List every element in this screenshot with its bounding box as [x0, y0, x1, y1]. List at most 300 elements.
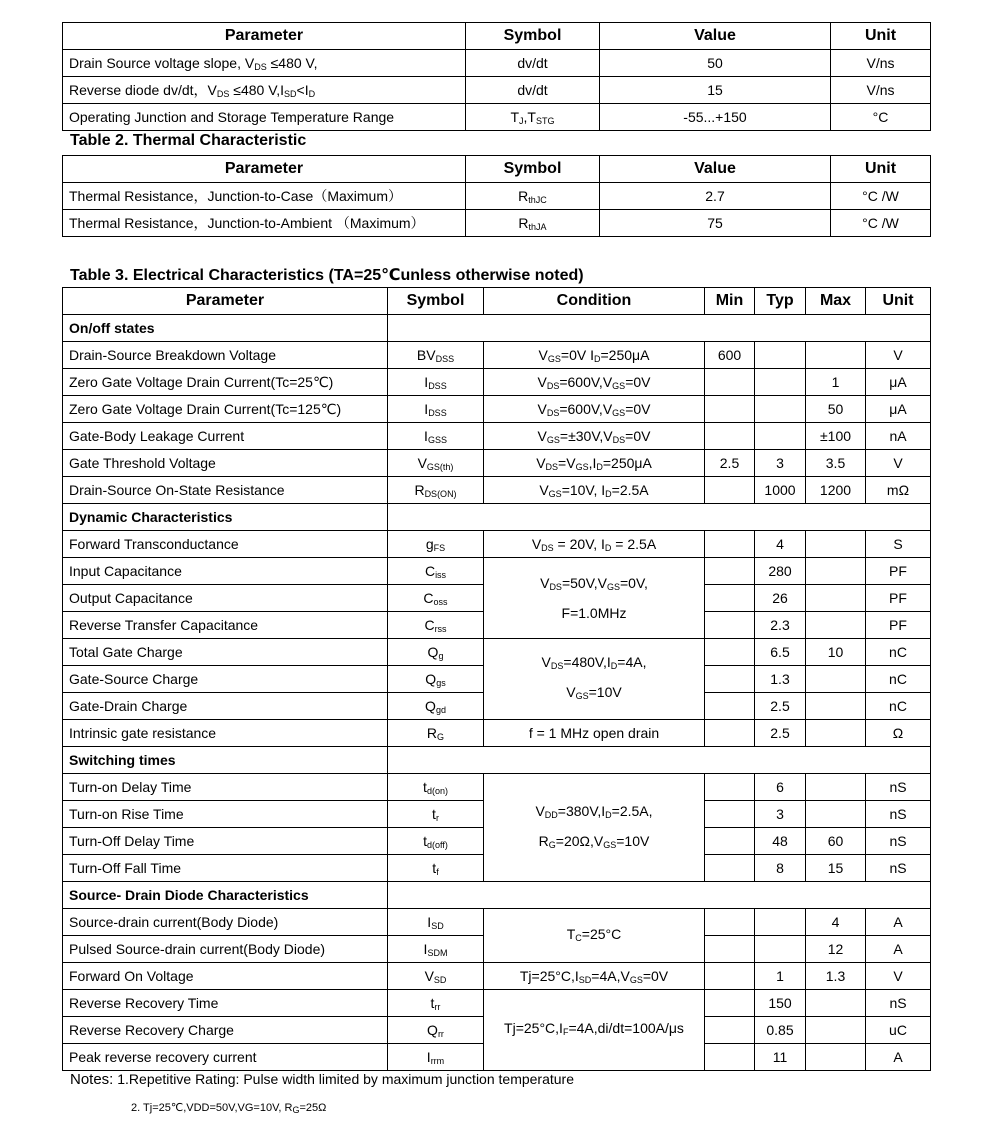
min-cell	[705, 396, 755, 423]
symbol-text: R	[426, 724, 438, 741]
symbol-cell	[388, 612, 484, 639]
symbol-text: I	[424, 373, 429, 390]
unit-cell: nS	[866, 990, 931, 1017]
min-cell	[705, 477, 755, 504]
symbol-text: R	[414, 481, 425, 498]
symbol-text: T	[510, 108, 520, 125]
param-cell: Thermal Resistance，Junction-to-Ambient （Maximum）	[63, 210, 466, 237]
param-text: Drain-Source On-State Resistance	[69, 482, 285, 498]
min-cell: 600	[705, 342, 755, 369]
condition-cell: $V_{GS}=0V$ $I_D=250\mu A$	[484, 342, 705, 369]
param-tail: ≤480 V,I	[229, 82, 285, 98]
param-text: Reverse Recovery Time	[69, 995, 219, 1011]
typ-cell: 2.5	[755, 720, 806, 747]
typ-cell: 6	[755, 774, 806, 801]
unit-cell: V	[866, 450, 931, 477]
symbol-cell	[388, 990, 484, 1017]
symbol-cell	[388, 396, 484, 423]
param-cell	[63, 963, 388, 990]
section-label: Source- Drain Diode Characteristics	[63, 882, 388, 909]
symbol-text: g	[425, 535, 434, 552]
param-text: Gate-Drain Charge	[69, 698, 188, 714]
max-cell: 1	[806, 369, 866, 396]
max-cell: 4	[806, 909, 866, 936]
param-sub: DS	[254, 61, 267, 72]
symbol-sub: gd	[435, 704, 446, 715]
param-text: Source-drain current(Body Diode)	[69, 914, 279, 930]
min-cell	[705, 1017, 755, 1044]
max-cell: 12	[806, 936, 866, 963]
condition-cell: $V_{DS} = 20V$, $I_D = 2.5A$	[484, 531, 705, 558]
param-text: Forward On Voltage	[69, 968, 194, 984]
max-cell	[806, 1017, 866, 1044]
header-min: Min	[705, 288, 755, 315]
table-row	[63, 531, 931, 558]
param-cell	[63, 342, 388, 369]
thermal-table	[62, 155, 931, 237]
typ-cell: 26	[755, 585, 806, 612]
param-sub: SD	[284, 89, 297, 99]
param-text: Reverse Transfer Capacitance	[69, 617, 259, 633]
param-text: Intrinsic gate resistance	[69, 725, 217, 741]
param-text: Reverse diode dv/dt，V	[69, 82, 217, 98]
section-filler	[388, 504, 931, 531]
symbol-cell	[388, 477, 484, 504]
condition-cell: $V_{DD}=380V,I_D=2.5A$, $R_G=20\Omega,V_{GS}=10V$	[484, 774, 705, 882]
symbol-text: t	[423, 778, 427, 795]
unit-cell: Ω	[866, 720, 931, 747]
param-tail: <I	[296, 82, 309, 98]
typ-cell: 0.85	[755, 1017, 806, 1044]
param-cell	[63, 828, 388, 855]
min-cell: 2.5	[705, 450, 755, 477]
unit-cell: °C /W	[831, 183, 931, 210]
unit-cell: nS	[866, 855, 931, 882]
symbol-cell	[388, 828, 484, 855]
table-row	[63, 210, 931, 237]
symbol-text: t	[432, 805, 436, 822]
typ-cell	[755, 396, 806, 423]
symbol-sub: J	[519, 115, 524, 126]
condition-cell: $V_{DS}=V_{GS},I_D=250\mu A$	[484, 450, 705, 477]
symbol-cell	[388, 585, 484, 612]
max-cell: 10	[806, 639, 866, 666]
header-symbol: Symbol	[466, 156, 600, 183]
min-cell	[705, 639, 755, 666]
header-symbol: Symbol	[466, 23, 600, 50]
electrical-table-body	[63, 315, 931, 1071]
param-sub: DS	[216, 89, 230, 99]
condition-cell: $T_C=25^\circ C$	[484, 909, 705, 963]
section-row	[63, 315, 931, 342]
unit-cell: PF	[866, 585, 931, 612]
max-cell	[806, 342, 866, 369]
header-symbol: Symbol	[388, 288, 484, 315]
symbol-text: V	[417, 454, 427, 471]
min-cell	[705, 963, 755, 990]
typ-cell: 2.3	[755, 612, 806, 639]
table-row	[63, 963, 931, 990]
unit-cell: A	[866, 909, 931, 936]
symbol-cell	[388, 450, 484, 477]
max-cell: 3.5	[806, 450, 866, 477]
unit-cell: nC	[866, 693, 931, 720]
min-cell	[705, 855, 755, 882]
header-condition: Condition	[484, 288, 705, 315]
max-cell	[806, 612, 866, 639]
symbol-text: t	[423, 832, 428, 849]
min-cell	[705, 666, 755, 693]
param-text: Pulsed Source-drain current(Body Diode)	[69, 941, 326, 957]
symbol-cell	[388, 531, 484, 558]
symbol-cell: dv/dt	[466, 50, 600, 77]
symbol-sub: rr	[434, 1001, 441, 1012]
param-text: Turn-on Delay Time	[69, 779, 192, 795]
header-parameter: Parameter	[63, 288, 388, 315]
symbol-sub: STG	[536, 115, 555, 126]
typ-cell	[755, 423, 806, 450]
symbol-cell	[388, 639, 484, 666]
typ-cell	[755, 936, 806, 963]
notes-lead: Notes:	[70, 1071, 114, 1088]
param-cell	[63, 558, 388, 585]
symbol-sub: SD	[431, 920, 444, 931]
header-value: Value	[600, 23, 831, 50]
symbol-sub: DS(ON)	[424, 488, 457, 499]
max-cell	[806, 531, 866, 558]
note-1: 1.Repetitive Rating: Pulse width limited by maximum junction temperature	[113, 1071, 575, 1087]
symbol-sub: rss	[434, 623, 447, 634]
symbol-text: t	[430, 994, 435, 1011]
symbol-cell	[388, 369, 484, 396]
typ-cell: 280	[755, 558, 806, 585]
param-text: Turn-Off Delay Time	[69, 833, 195, 849]
symbol-sub: G	[437, 731, 445, 742]
symbol-text: C	[424, 562, 436, 579]
param-cell	[63, 477, 388, 504]
typ-cell: 48	[755, 828, 806, 855]
unit-cell: V	[866, 963, 931, 990]
min-cell	[705, 1044, 755, 1071]
param-cell	[63, 990, 388, 1017]
max-cell	[806, 585, 866, 612]
table-row	[63, 990, 931, 1017]
value-cell: 15	[600, 77, 831, 104]
header-parameter: Parameter	[63, 23, 466, 50]
param-cell: Operating Junction and Storage Temperature Range	[63, 104, 466, 131]
electrical-table	[62, 287, 931, 1071]
condition-cell: $Tj=25^\circ C,I_F=4A,di/dt=100A/\mu s$	[484, 990, 705, 1071]
param-sub: D	[308, 89, 316, 99]
symbol-text: I	[427, 913, 432, 930]
param-cell	[63, 693, 388, 720]
unit-cell: °C /W	[831, 210, 931, 237]
param-cell	[63, 369, 388, 396]
symbol-text: I	[424, 400, 429, 417]
symbol-sub: iss	[435, 569, 447, 580]
table-row	[63, 77, 931, 104]
condition-cell: $V_{DS}=600V,V_{GS}=0V$	[484, 396, 705, 423]
condition-cell: $V_{DS}=480V,I_D=4A$, $V_{GS}=10V$	[484, 639, 705, 720]
param-cell	[63, 774, 388, 801]
unit-cell: nC	[866, 666, 931, 693]
max-cell	[806, 1044, 866, 1071]
param-text: Zero Gate Voltage Drain Current(Tc=125℃)	[69, 400, 342, 417]
unit-cell: nS	[866, 801, 931, 828]
unit-cell: V/ns	[831, 77, 931, 104]
header-unit: Unit	[831, 156, 931, 183]
min-cell	[705, 369, 755, 396]
table-row	[63, 342, 931, 369]
symbol-cell	[466, 104, 600, 131]
symbol-text: Q	[427, 643, 439, 660]
section-filler	[388, 315, 931, 342]
symbol-text: Q	[425, 670, 437, 687]
symbol-sub: SDM	[427, 947, 448, 958]
symbol-cell	[388, 342, 484, 369]
symbol-text: I	[426, 1048, 431, 1065]
typ-cell: 4	[755, 531, 806, 558]
table-row	[63, 558, 931, 585]
param-cell	[63, 639, 388, 666]
header-parameter: Parameter	[63, 156, 466, 183]
param-cell	[63, 50, 466, 77]
section-filler	[388, 747, 931, 774]
section-filler	[388, 882, 931, 909]
symbol-text: Q	[427, 1021, 438, 1038]
symbol-text: C	[424, 616, 435, 633]
symbol-sub: FS	[433, 542, 446, 553]
symbol-sub: rr	[437, 1028, 444, 1039]
param-cell	[63, 77, 466, 104]
symbol-cell	[388, 801, 484, 828]
param-cell	[63, 423, 388, 450]
min-cell	[705, 774, 755, 801]
symbol-text: R	[518, 187, 529, 204]
table-row	[63, 450, 931, 477]
condition-cell: $V_{DS}=600V,V_{GS}=0V$	[484, 369, 705, 396]
max-cell	[806, 666, 866, 693]
symbol-cell	[388, 1017, 484, 1044]
symbol-sub: DSS	[435, 353, 455, 364]
max-cell: ±100	[806, 423, 866, 450]
max-cell	[806, 720, 866, 747]
header-max: Max	[806, 288, 866, 315]
param-text: Total Gate Charge	[69, 644, 183, 660]
symbol-sub: thJA	[528, 221, 547, 232]
condition-cell: $V_{GS}=\pm 30V,V_{DS}=0V$	[484, 423, 705, 450]
max-cell: 1200	[806, 477, 866, 504]
param-cell	[63, 1044, 388, 1071]
symbol-cell	[388, 1044, 484, 1071]
max-cell: 60	[806, 828, 866, 855]
notes	[70, 1071, 574, 1088]
param-cell	[63, 720, 388, 747]
typ-cell: 1.3	[755, 666, 806, 693]
section-label: On/off states	[63, 315, 388, 342]
value-cell: 50	[600, 50, 831, 77]
table-row	[63, 423, 931, 450]
max-cell: 1.3	[806, 963, 866, 990]
symbol-cell	[388, 720, 484, 747]
header-unit: Unit	[866, 288, 931, 315]
header-typ: Typ	[755, 288, 806, 315]
table-row	[63, 183, 931, 210]
typ-cell: 11	[755, 1044, 806, 1071]
param-text: Forward Transconductance	[69, 536, 239, 552]
symbol-text: ,T	[523, 108, 536, 125]
symbol-cell: dv/dt	[466, 77, 600, 104]
symbol-sub: d(on)	[426, 785, 448, 796]
symbol-sub: thJC	[528, 194, 547, 205]
header-unit: Unit	[831, 23, 931, 50]
section-label: Switching times	[63, 747, 388, 774]
unit-cell: μA	[866, 396, 931, 423]
param-cell	[63, 612, 388, 639]
min-cell	[705, 693, 755, 720]
param-text: Zero Gate Voltage Drain Current(Tc=25℃)	[69, 373, 334, 390]
symbol-cell	[466, 210, 600, 237]
symbol-cell	[388, 774, 484, 801]
symbol-cell	[466, 183, 600, 210]
param-text: Turn-Off Fall Time	[69, 860, 182, 876]
max-cell	[806, 801, 866, 828]
unit-cell: nS	[866, 828, 931, 855]
symbol-text: C	[423, 589, 434, 606]
symbol-text: BV	[416, 346, 436, 363]
section-row	[63, 747, 931, 774]
param-text: Input Capacitance	[69, 563, 182, 579]
min-cell	[705, 801, 755, 828]
param-text: Gate Threshold Voltage	[69, 455, 216, 471]
symbol-sub: GSS	[427, 434, 447, 445]
unit-cell: uC	[866, 1017, 931, 1044]
param-text: Peak reverse recovery current	[69, 1049, 257, 1065]
symbol-sub: rrm	[430, 1055, 445, 1066]
condition-cell: $V_{GS}=10V$, $I_D=2.5A$	[484, 477, 705, 504]
symbol-text: Q	[425, 697, 436, 714]
min-cell	[705, 531, 755, 558]
condition-cell: f = 1 MHz open drain	[484, 720, 705, 747]
min-cell	[705, 936, 755, 963]
symbol-text: R	[518, 214, 529, 231]
unit-cell: A	[866, 1044, 931, 1071]
note-2: 2. Tj=25℃,VDD=50V,VG=10V, $R_G=25\Omega$	[131, 1102, 327, 1115]
value-cell: 2.7	[600, 183, 831, 210]
param-cell	[63, 531, 388, 558]
symbol-sub: SD	[433, 974, 447, 985]
section-row	[63, 882, 931, 909]
param-cell	[63, 396, 388, 423]
param-cell: Thermal Resistance，Junction-to-Case（Maximum）	[63, 183, 466, 210]
unit-cell: °C	[831, 104, 931, 131]
param-cell	[63, 936, 388, 963]
typ-cell	[755, 909, 806, 936]
min-cell	[705, 909, 755, 936]
section-row	[63, 504, 931, 531]
max-cell: 50	[806, 396, 866, 423]
table3-caption: Table 3. Electrical Characteristics (TA=25℃unless otherwise noted)	[70, 267, 584, 284]
table-row	[63, 50, 931, 77]
symbol-sub: oss	[433, 596, 448, 607]
symbol-sub: f	[436, 866, 439, 877]
table-row	[63, 104, 931, 131]
min-cell	[705, 720, 755, 747]
symbol-text: I	[424, 427, 428, 444]
param-text: Output Capacitance	[69, 590, 193, 606]
symbol-cell	[388, 963, 484, 990]
symbol-cell	[388, 693, 484, 720]
typ-cell: 150	[755, 990, 806, 1017]
max-cell	[806, 558, 866, 585]
typ-cell: 3	[755, 801, 806, 828]
unit-cell: nA	[866, 423, 931, 450]
unit-cell: V	[866, 342, 931, 369]
header-value: Value	[600, 156, 831, 183]
table-row	[63, 396, 931, 423]
max-cell	[806, 990, 866, 1017]
param-cell	[63, 450, 388, 477]
symbol-sub: d(off)	[427, 839, 448, 850]
table2-caption: Table 2. Thermal Characteristic	[70, 132, 307, 149]
max-cell	[806, 774, 866, 801]
unit-cell: nC	[866, 639, 931, 666]
param-cell	[63, 909, 388, 936]
param-text: Drain Source voltage slope, V	[69, 54, 255, 71]
min-cell	[705, 990, 755, 1017]
table-row	[63, 720, 931, 747]
unit-cell: μA	[866, 369, 931, 396]
symbol-text: t	[432, 859, 437, 876]
unit-cell: V/ns	[831, 50, 931, 77]
symbol-sub: r	[435, 812, 439, 823]
param-cell	[63, 1017, 388, 1044]
table-row	[63, 909, 931, 936]
symbol-text: V	[424, 967, 434, 984]
typ-cell: 8	[755, 855, 806, 882]
typ-cell: 1	[755, 963, 806, 990]
absolute-ratings-table	[62, 22, 931, 131]
min-cell	[705, 585, 755, 612]
min-cell	[705, 423, 755, 450]
symbol-cell	[388, 936, 484, 963]
param-text: Gate-Body Leakage Current	[69, 428, 245, 444]
unit-cell: PF	[866, 558, 931, 585]
symbol-text: I	[423, 940, 428, 957]
unit-cell: mΩ	[866, 477, 931, 504]
table-row	[63, 477, 931, 504]
min-cell	[705, 558, 755, 585]
symbol-sub: DSS	[428, 407, 447, 418]
table-row	[63, 774, 931, 801]
param-text: Gate-Source Charge	[69, 671, 199, 687]
typ-cell: 3	[755, 450, 806, 477]
param-text: Drain-Source Breakdown Voltage	[69, 347, 277, 363]
symbol-cell	[388, 855, 484, 882]
typ-cell: 1000	[755, 477, 806, 504]
typ-cell	[755, 369, 806, 396]
symbol-sub: gs	[436, 677, 446, 688]
max-cell: 15	[806, 855, 866, 882]
unit-cell: A	[866, 936, 931, 963]
value-cell: -55...+150	[600, 104, 831, 131]
typ-cell	[755, 342, 806, 369]
table-row	[63, 639, 931, 666]
symbol-sub: GS(th)	[426, 461, 454, 472]
min-cell	[705, 828, 755, 855]
symbol-cell	[388, 909, 484, 936]
param-cell	[63, 801, 388, 828]
